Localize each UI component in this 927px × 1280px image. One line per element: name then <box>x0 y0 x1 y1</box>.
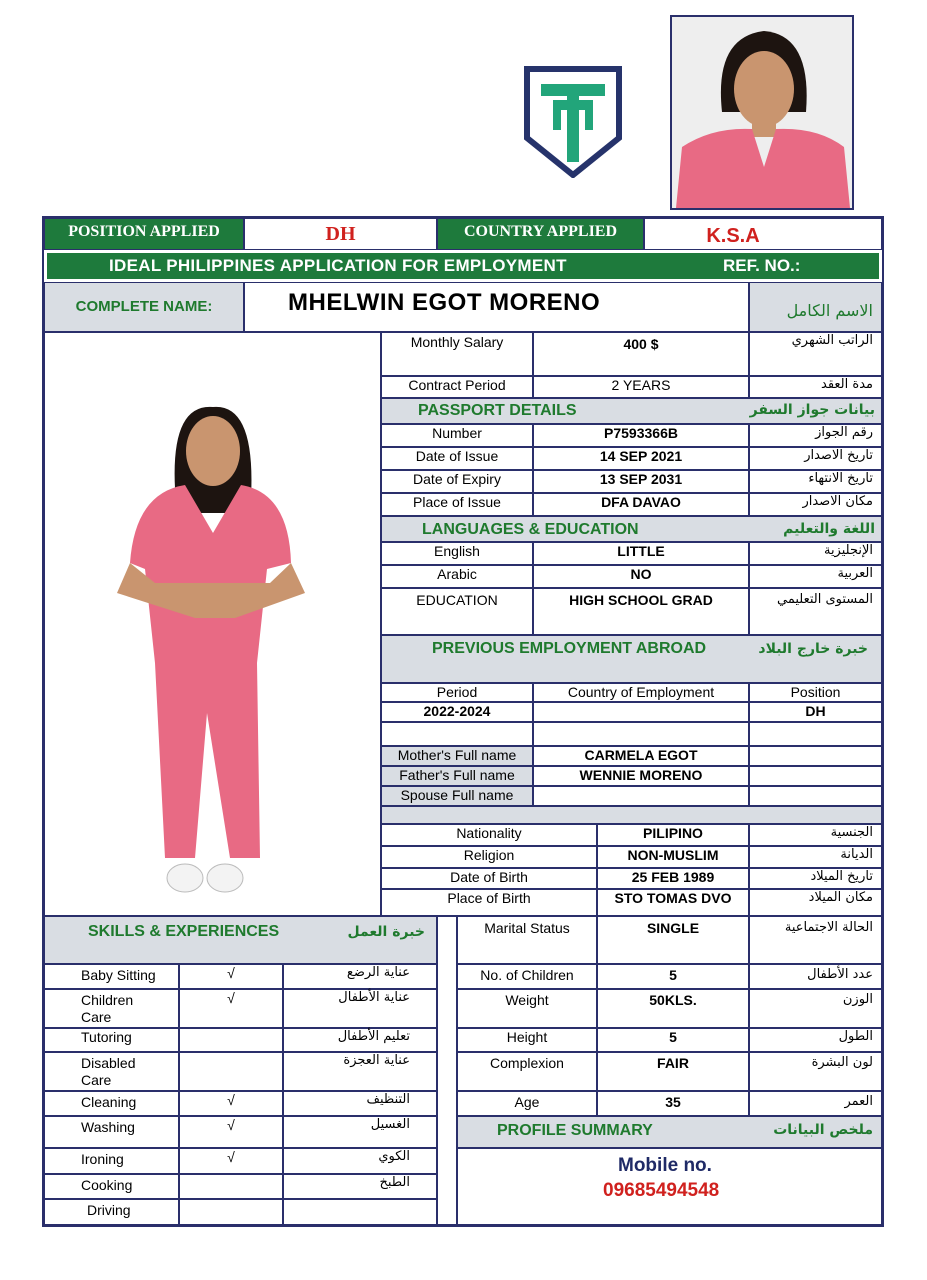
contract-period-label: Contract Period <box>381 376 533 398</box>
languages-title-ar: اللغة والتعليم <box>783 521 875 537</box>
empty-cell <box>749 746 882 766</box>
skill-ar: الغسيل <box>283 1116 437 1148</box>
marital-status-label: Marital Status <box>457 916 597 964</box>
empty-row <box>381 722 533 746</box>
english-label: English <box>381 542 533 565</box>
skill-label: Disabled Care <box>44 1052 179 1091</box>
separator-row <box>381 806 882 824</box>
religion-value: NON-MUSLIM <box>597 846 749 868</box>
education-label: EDUCATION <box>381 588 533 635</box>
monthly-salary-value: 400 $ <box>533 332 749 376</box>
children-ar: عدد الأطفال <box>749 964 882 989</box>
english-ar: الإنجليزية <box>749 542 882 565</box>
country-applied-value-cell <box>644 218 882 250</box>
previous-employment-title-ar: خبرة خارج البلاد <box>758 641 868 657</box>
skill-check <box>179 1174 283 1199</box>
skill-ar: عناية الأطفال <box>283 989 437 1028</box>
issue-date-value: 14 SEP 2021 <box>533 447 749 470</box>
skill-ar <box>283 1199 437 1225</box>
age-label: Age <box>457 1091 597 1116</box>
issue-date-ar: تاريخ الاصدار <box>749 447 882 470</box>
age-ar: العمر <box>749 1091 882 1116</box>
skill-label: Ironing <box>44 1148 179 1174</box>
weight-ar: الوزن <box>749 989 882 1028</box>
skill-label: Washing <box>44 1116 179 1148</box>
title-bar <box>44 250 882 282</box>
weight-value: 50KLS. <box>597 989 749 1028</box>
skills-header <box>44 916 437 964</box>
profile-summary-title: PROFILE SUMMARY <box>497 1122 653 1139</box>
mobile-label: Mobile no. <box>618 1155 712 1176</box>
nationality-ar: الجنسية <box>749 824 882 846</box>
period-header: Period <box>381 683 533 702</box>
arabic-ar: العربية <box>749 565 882 588</box>
expiry-date-ar: تاريخ الانتهاء <box>749 470 882 493</box>
skill-ar: التنظيف <box>283 1091 437 1116</box>
children-label: No. of Children <box>457 964 597 989</box>
passport-photo <box>670 15 854 210</box>
spouse-name-value <box>533 786 749 806</box>
previous-employment-header <box>381 635 882 683</box>
country-of-employment-value <box>533 702 749 722</box>
country-of-employment-header: Country of Employment <box>533 683 749 702</box>
mother-name-label: Mother's Full name <box>381 746 533 766</box>
previous-employment-title: PREVIOUS EMPLOYMENT ABROAD <box>432 640 707 657</box>
empty-cell <box>749 766 882 786</box>
period-value: 2022-2024 <box>381 702 533 722</box>
contract-period-value: 2 YEARS <box>533 376 749 398</box>
complete-name-ar-cell <box>749 282 882 332</box>
complexion-value: FAIR <box>597 1052 749 1091</box>
age-value: 35 <box>597 1091 749 1116</box>
complete-name-label-cell <box>44 282 244 332</box>
form-title: IDEAL PHILIPPINES APPLICATION FOR EMPLOYMENT <box>109 256 567 275</box>
profile-summary-header <box>457 1116 882 1148</box>
passport-details-title: PASSPORT DETAILS <box>418 402 577 419</box>
passport-details-header <box>381 398 882 424</box>
place-of-issue-value: DFA DAVAO <box>533 493 749 516</box>
position-value: DH <box>749 702 882 722</box>
skill-check: √ <box>179 1091 283 1116</box>
empty-row <box>749 722 882 746</box>
date-of-birth-label: Date of Birth <box>381 868 597 889</box>
nationality-value: PILIPINO <box>597 824 749 846</box>
father-name-value: WENNIE MORENO <box>533 766 749 786</box>
skills-title-ar: خبرة العمل <box>347 924 425 940</box>
position-applied-label: POSITION APPLIED <box>68 223 220 240</box>
spouse-name-label: Spouse Full name <box>381 786 533 806</box>
ref-no-label: REF. NO.: <box>723 256 801 275</box>
mobile-value: 09685494548 <box>603 1180 720 1201</box>
arabic-value: NO <box>533 565 749 588</box>
skill-label: Driving <box>44 1199 179 1225</box>
skill-check: √ <box>179 964 283 989</box>
complete-name-label: COMPLETE NAME: <box>75 298 213 315</box>
contract-period-ar: مدة العقد <box>749 376 882 398</box>
issue-date-label: Date of Issue <box>381 447 533 470</box>
country-applied-label: COUNTRY APPLIED <box>463 223 618 240</box>
passport-number-value: P7593366B <box>533 424 749 447</box>
expiry-date-value: 13 SEP 2031 <box>533 470 749 493</box>
height-label: Height <box>457 1028 597 1052</box>
position-header: Position <box>749 683 882 702</box>
mother-name-value: CARMELA EGOT <box>533 746 749 766</box>
country-applied-value: K.S.A <box>706 225 760 247</box>
company-logo <box>523 66 623 178</box>
empty-row <box>533 722 749 746</box>
place-of-birth-ar: مكان الميلاد <box>749 889 882 916</box>
place-of-birth-value: STO TOMAS DVO <box>597 889 749 916</box>
skill-ar: عناية العجزة <box>283 1052 437 1091</box>
country-applied-label-cell <box>437 218 644 250</box>
monthly-salary-ar: الراتب الشهري <box>749 332 882 376</box>
monthly-salary-label: Monthly Salary <box>381 332 533 376</box>
skills-title: SKILLS & EXPERIENCES <box>88 923 280 940</box>
profile-summary-title-ar: ملخص البيانات <box>773 1122 873 1138</box>
complete-name-value-cell <box>244 282 749 332</box>
position-applied-value: DH <box>325 223 356 245</box>
skill-check: √ <box>179 1116 283 1148</box>
complexion-ar: لون البشرة <box>749 1052 882 1091</box>
languages-header <box>381 516 882 542</box>
passport-number-label: Number <box>381 424 533 447</box>
position-applied-value-cell <box>244 218 437 250</box>
spacer-column <box>437 916 457 1225</box>
expiry-date-label: Date of Expiry <box>381 470 533 493</box>
complete-name-value: MHELWIN EGOT MORENO <box>288 289 601 316</box>
skill-label: Cooking <box>44 1174 179 1199</box>
date-of-birth-value: 25 FEB 1989 <box>597 868 749 889</box>
position-applied-label-cell <box>44 218 244 250</box>
nationality-label: Nationality <box>381 824 597 846</box>
skill-label: Tutoring <box>44 1028 179 1052</box>
skill-check: √ <box>179 1148 283 1174</box>
marital-status-value: SINGLE <box>597 916 749 964</box>
marital-status-ar: الحالة الاجتماعية <box>749 916 882 964</box>
skill-check: √ <box>179 989 283 1028</box>
skill-check <box>179 1199 283 1225</box>
skill-ar: عناية الرضع <box>283 964 437 989</box>
english-value: LITTLE <box>533 542 749 565</box>
education-value: HIGH SCHOOL GRAD <box>533 588 749 635</box>
religion-label: Religion <box>381 846 597 868</box>
place-of-issue-ar: مكان الاصدار <box>749 493 882 516</box>
skill-label: Cleaning <box>44 1091 179 1116</box>
complexion-label: Complexion <box>457 1052 597 1091</box>
profile-summary-body <box>457 1148 882 1225</box>
full-body-photo <box>44 332 381 916</box>
passport-number-ar: رقم الجواز <box>749 424 882 447</box>
skill-check <box>179 1052 283 1091</box>
skill-ar: الكوي <box>283 1148 437 1174</box>
skill-label: Children Care <box>44 989 179 1028</box>
skill-ar: الطبخ <box>283 1174 437 1199</box>
religion-ar: الديانة <box>749 846 882 868</box>
skill-ar: تعليم الأطفال <box>283 1028 437 1052</box>
empty-cell <box>749 786 882 806</box>
complete-name-ar: الاسم الكامل <box>786 301 873 320</box>
skill-label: Baby Sitting <box>44 964 179 989</box>
height-value: 5 <box>597 1028 749 1052</box>
height-ar: الطول <box>749 1028 882 1052</box>
place-of-birth-label: Place of Birth <box>381 889 597 916</box>
skill-check <box>179 1028 283 1052</box>
children-value: 5 <box>597 964 749 989</box>
place-of-issue-label: Place of Issue <box>381 493 533 516</box>
date-of-birth-ar: تاريخ الميلاد <box>749 868 882 889</box>
weight-label: Weight <box>457 989 597 1028</box>
passport-details-title-ar: بيانات جواز السفر <box>749 402 875 418</box>
father-name-label: Father's Full name <box>381 766 533 786</box>
education-ar: المستوى التعليمي <box>749 588 882 635</box>
languages-title: LANGUAGES & EDUCATION <box>422 521 639 538</box>
arabic-label: Arabic <box>381 565 533 588</box>
